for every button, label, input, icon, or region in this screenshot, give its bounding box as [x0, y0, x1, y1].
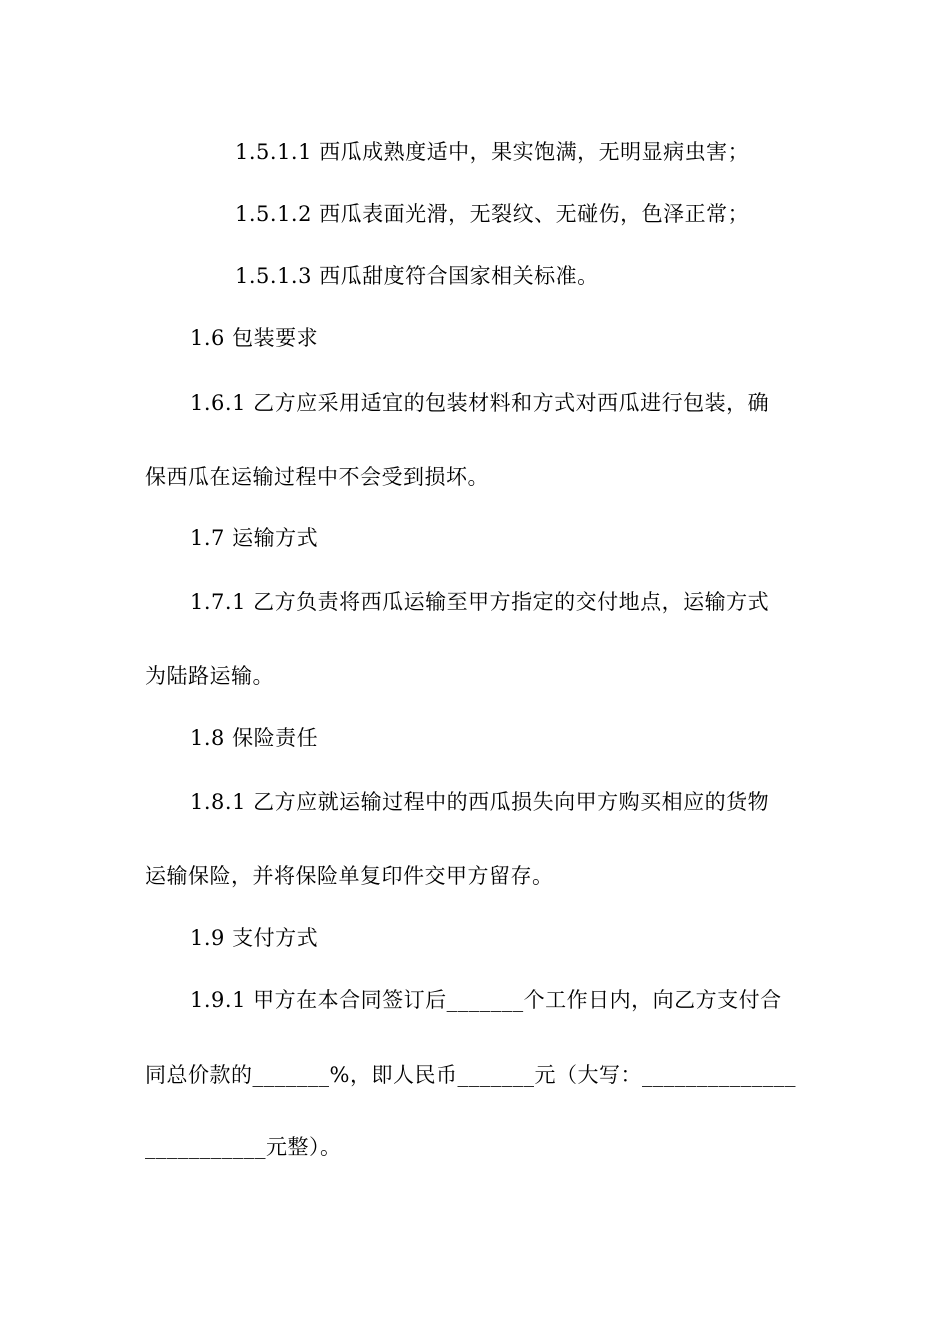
clause-1-9-1-line-2: 同总价款的_______%，即人民币_______元（大写：______________	[145, 1063, 796, 1087]
clause-1-5-1-1: 1.5.1.1 西瓜成熟度适中，果实饱满，无明显病虫害；	[235, 140, 750, 164]
clause-1-8-1-line-1: 1.8.1 乙方应就运输过程中的西瓜损失向甲方购买相应的货物	[190, 790, 770, 814]
section-heading-1-7: 1.7 运输方式	[190, 526, 319, 550]
clause-1-5-1-2: 1.5.1.2 西瓜表面光滑，无裂纹、无碰伤，色泽正常；	[235, 202, 750, 226]
clause-1-8-1-line-2: 运输保险，并将保险单复印件交甲方留存。	[145, 864, 554, 888]
clause-1-7-1-line-1: 1.7.1 乙方负责将西瓜运输至甲方指定的交付地点，运输方式	[190, 590, 770, 614]
clause-1-9-1-line-3: ___________元整）。	[145, 1135, 342, 1159]
clause-1-6-1-line-2: 保西瓜在运输过程中不会受到损坏。	[145, 465, 489, 489]
clause-1-7-1-line-2: 为陆路运输。	[145, 664, 274, 688]
clause-1-6-1-line-1: 1.6.1 乙方应采用适宜的包装材料和方式对西瓜进行包装，确	[190, 391, 770, 415]
section-heading-1-9: 1.9 支付方式	[190, 926, 319, 950]
section-heading-1-6: 1.6 包装要求	[190, 326, 319, 350]
section-heading-1-8: 1.8 保险责任	[190, 726, 319, 750]
clause-1-9-1-line-1: 1.9.1 甲方在本合同签订后_______个工作日内，向乙方支付合	[190, 988, 782, 1012]
clause-1-5-1-3: 1.5.1.3 西瓜甜度符合国家相关标准。	[235, 264, 599, 288]
